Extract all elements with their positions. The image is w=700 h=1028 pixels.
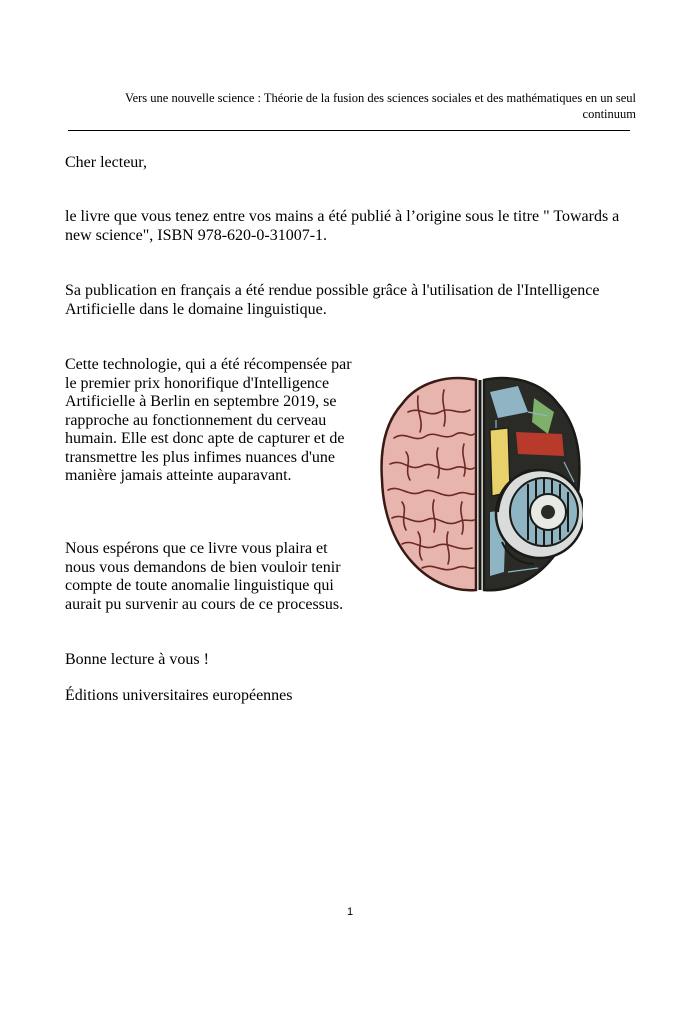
paragraph-technology: Cette technologie, qui a été récompensée par le premier prix honorifique d'Intelligence Artificielle à Berlin en septembre 2019, se rapproche au fonctionnement du cerveau humain. Elle est donc apte de capturer et de transmettre les plus infimes nuances d'une manière jamais atteinte auparavant.: [65, 356, 352, 484]
paragraph-original-title: le livre que vous tenez entre vos mains a été publié à l’origine sous le titre " Towards a new science", ISBN 978-620-0-31007-1.: [65, 208, 620, 244]
header-rule: [68, 130, 630, 131]
salutation: Cher lecteur,: [65, 154, 147, 171]
brain-half-machine-icon: [378, 372, 583, 597]
running-header-line-2: continuum: [582, 107, 636, 121]
paragraph-request: Nous espérons que ce livre vous plaira et nous vous demandons de bien vouloir tenir compte de toute anomalie linguistique qui aurait pu survenir au cours de ce processus.: [65, 540, 344, 613]
closing-line: Bonne lecture à vous !: [65, 651, 209, 668]
page-number: 1: [346, 906, 354, 918]
publisher-signature: Éditions universitaires européennes: [65, 687, 293, 704]
running-header-line-1: Vers une nouvelle science : Théorie de la fusion des sciences sociales et des mathématiques en un seul: [124, 91, 636, 105]
paragraph-translation: Sa publication en français a été rendue possible grâce à l'utilisation de l'Intelligence Artificielle dans le domaine linguistique.: [65, 282, 600, 318]
running-header: [110, 90, 636, 122]
